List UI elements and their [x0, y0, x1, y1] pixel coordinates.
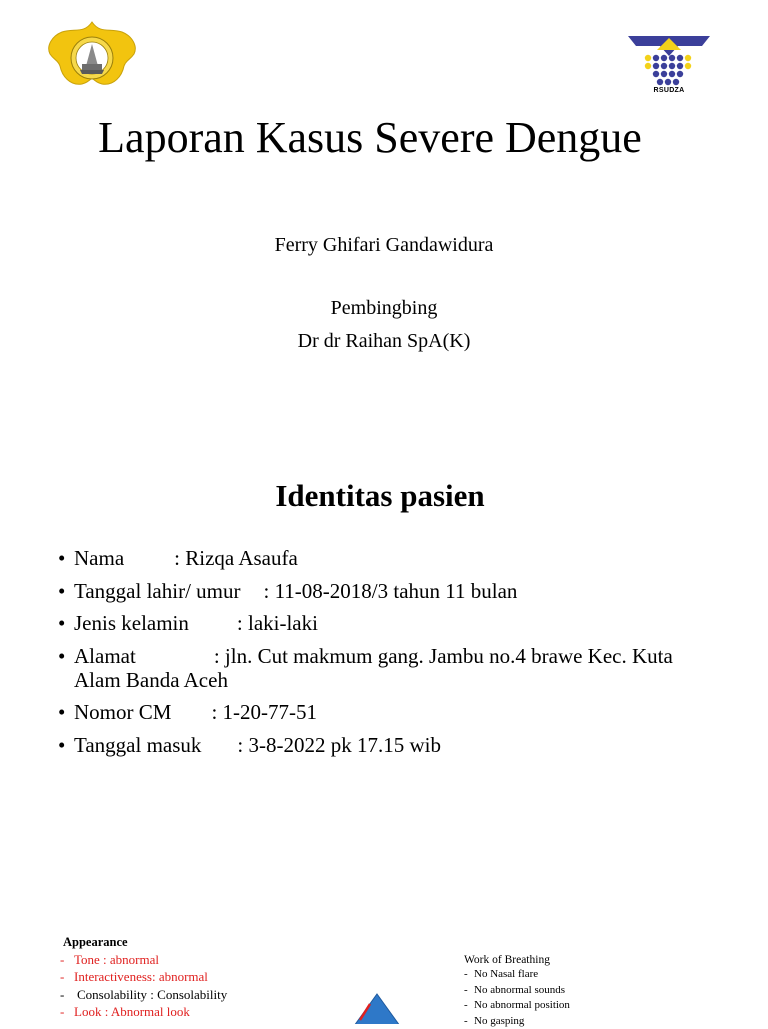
list-item [56, 546, 736, 570]
list-item: - Consolability : Consolability [60, 986, 227, 1003]
wob-item-text: No gasping [474, 1015, 524, 1027]
item-value-continued: Alam Banda Aceh [74, 668, 228, 692]
wob-item-text: No abnormal position [474, 999, 570, 1011]
list-item [56, 644, 736, 692]
bullet-icon: • [58, 700, 65, 724]
list-item: - Tone : abnormal [60, 951, 227, 968]
appearance-item-text: Look : Abnormal look [74, 1004, 190, 1019]
rsudza-emblem-icon [626, 32, 712, 88]
item-label: Alamat [74, 644, 136, 668]
item-value: : laki-laki [237, 611, 318, 635]
supervisor-name: Dr dr Raihan SpA(K) [0, 328, 768, 354]
list-item: - Look : Abnormal look [60, 1003, 227, 1020]
section-heading-identity: Identitas pasien [0, 478, 760, 514]
item-value: : jln. Cut makmum gang. Jambu no.4 brawe Kec. Kuta [214, 644, 673, 668]
item-value: : 11-08-2018/3 tahun 11 bulan [263, 579, 517, 603]
list-item [56, 579, 736, 603]
bullet-icon: • [58, 546, 65, 570]
wob-item-text: No abnormal sounds [474, 984, 565, 996]
appearance-title: Appearance [63, 935, 227, 950]
bullet-icon: • [58, 733, 65, 757]
bullet-icon: • [58, 644, 65, 668]
item-value: : Rizqa Asaufa [174, 546, 298, 570]
identity-list [56, 546, 736, 765]
item-label: Nama [74, 546, 124, 570]
list-item [56, 611, 736, 635]
author-name: Ferry Ghifari Gandawidura [0, 232, 768, 258]
hospital-logo [626, 32, 712, 98]
item-value: : 1-20-77-51 [211, 700, 317, 724]
item-label: Tanggal lahir/ umur [74, 579, 240, 603]
list-item: - No abnormal sounds [464, 983, 570, 999]
item-label: Nomor CM [74, 700, 171, 724]
work-of-breathing-title: Work of Breathing [464, 954, 570, 966]
bullet-icon: • [58, 611, 65, 635]
emblem-icon [46, 20, 138, 90]
work-of-breathing-block [464, 954, 570, 1029]
supervisor-label: Pembingbing [0, 295, 768, 321]
appearance-item-text: Interactiveness: abnormal [74, 969, 208, 984]
assessment-triangle [352, 992, 402, 1024]
appearance-item-text: Consolability : Consolability [77, 987, 227, 1002]
item-label: Jenis kelamin [74, 611, 189, 635]
triangle-icon [352, 992, 402, 1024]
list-item: - No gasping [464, 1014, 570, 1029]
university-logo [46, 20, 138, 90]
appearance-item-text: Tone : abnormal [74, 952, 159, 967]
list-item: - No Nasal flare [464, 967, 570, 983]
bullet-icon: • [58, 579, 65, 603]
logo-right-text: RSUDZA [626, 87, 712, 94]
list-item: - Interactiveness: abnormal [60, 968, 227, 985]
page-title: Laporan Kasus Severe Dengue [0, 112, 740, 165]
item-value: : 3-8-2022 pk 17.15 wib [237, 733, 441, 757]
list-item [56, 733, 736, 757]
appearance-block [60, 935, 227, 1020]
list-item [56, 700, 736, 724]
list-item: - No abnormal position [464, 998, 570, 1014]
wob-item-text: No Nasal flare [474, 968, 538, 980]
item-label: Tanggal masuk [74, 733, 201, 757]
